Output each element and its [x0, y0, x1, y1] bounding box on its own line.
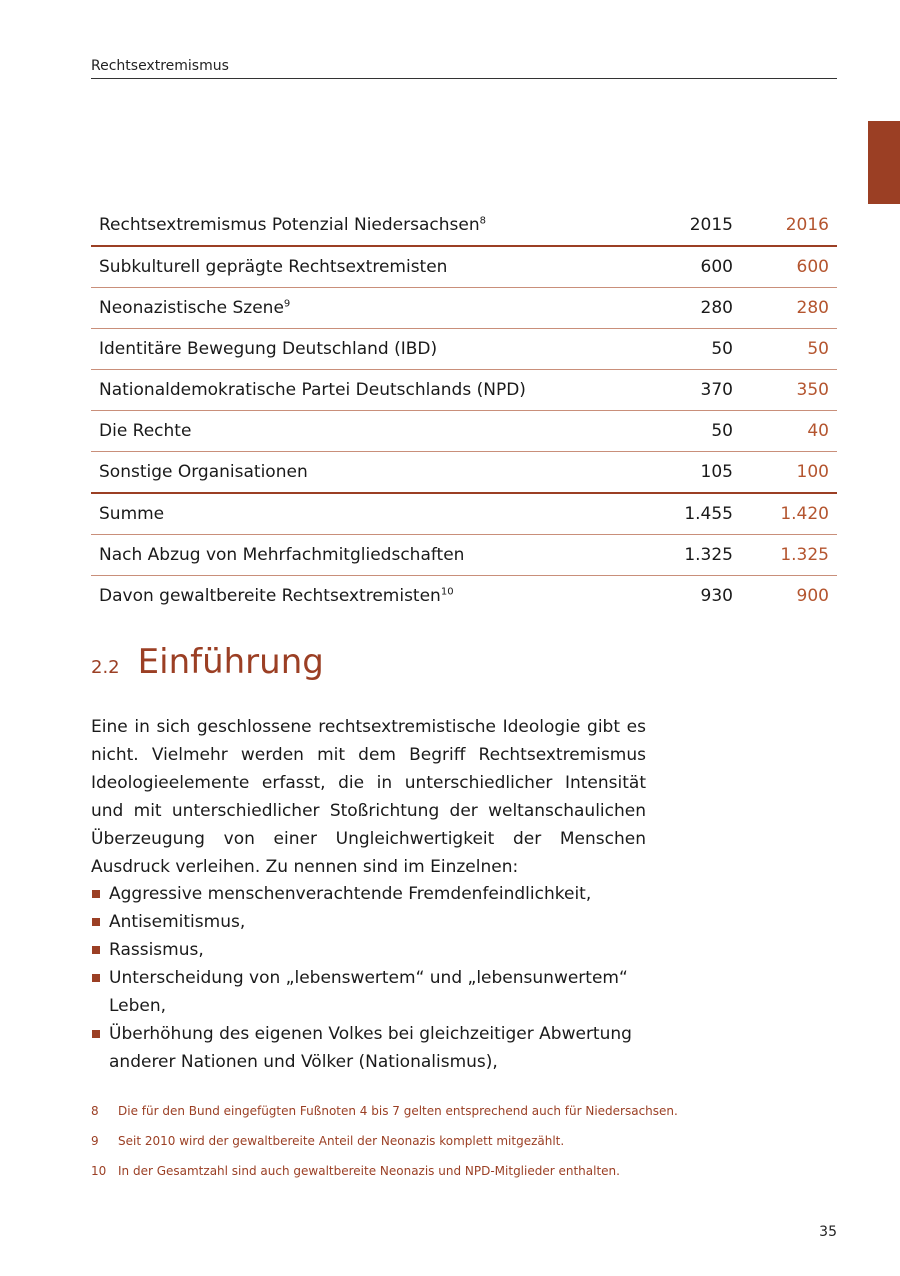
- year-2016-header: 2016: [741, 205, 837, 246]
- row-label: Davon gewaltbereite Rechtsextremisten: [99, 586, 441, 606]
- table-row: [91, 411, 837, 452]
- value-2016: 1.420: [741, 493, 837, 535]
- row-label-cell: [91, 329, 615, 370]
- row-label-cell: [91, 288, 615, 329]
- value-2015: 50: [615, 329, 741, 370]
- running-header: Rechtsextremismus: [91, 58, 837, 79]
- value-2015: 600: [615, 246, 741, 288]
- list-item: [91, 964, 646, 1020]
- value-2016: 280: [741, 288, 837, 329]
- section-heading: [91, 642, 324, 682]
- row-label: Neonazistische Szene: [99, 298, 284, 318]
- table-row: [91, 576, 837, 617]
- row-label-cell: [91, 452, 615, 494]
- value-2015: 50: [615, 411, 741, 452]
- potential-table: [91, 205, 837, 616]
- value-2016: 1.325: [741, 535, 837, 576]
- section-number: 2.2: [91, 657, 120, 678]
- value-2015: 1.325: [615, 535, 741, 576]
- value-2016: 40: [741, 411, 837, 452]
- table-row: [91, 370, 837, 411]
- footnote-number: 9: [91, 1134, 99, 1148]
- footnote-number: 10: [91, 1164, 107, 1178]
- table-title: Rechtsextremismus Potenzial Niedersachsen: [99, 215, 480, 235]
- footnote-ref: 10: [440, 586, 454, 598]
- list-item-text: Antisemitismus,: [109, 912, 246, 932]
- value-2015: 1.455: [615, 493, 741, 535]
- body-paragraph: Eine in sich geschlossene rechtsextremistische Ideologie gibt es nicht. Vielmehr werden mit dem Begriff Rechtsextremismus Ideologieelemente erfasst, die in unterschiedlicher Intensität und mit unterschiedlicher Stoßrichtung der weltanschaulichen Überzeugung von einer Ungleichwertigkeit der Menschen Ausdruck verleihen. Zu nennen sind im Einzelnen:: [91, 717, 646, 877]
- footnote-ref: 8: [479, 215, 486, 227]
- footnote-ref: 9: [283, 298, 291, 310]
- row-label: Subkulturell geprägte Rechtsextremisten: [99, 257, 448, 277]
- row-label-cell: [91, 370, 615, 411]
- row-label-cell: [91, 411, 615, 452]
- footnote-number: 8: [91, 1104, 99, 1118]
- square-bullet-icon: [92, 918, 100, 926]
- value-2015: 280: [615, 288, 741, 329]
- value-2016: 900: [796, 586, 829, 606]
- table-row: [91, 329, 837, 370]
- table-row: [91, 452, 837, 494]
- list-item: [91, 908, 646, 936]
- square-bullet-icon: [92, 974, 100, 982]
- row-label: Sonstige Organisationen: [99, 462, 308, 482]
- row-label-cell: [91, 246, 615, 288]
- row-label-cell: [91, 576, 615, 617]
- value-2016: 100: [741, 452, 837, 494]
- table-header-row: [91, 205, 837, 246]
- row-label: Identitäre Bewegung Deutschland (IBD): [99, 339, 438, 359]
- square-bullet-icon: [92, 1030, 100, 1038]
- value-2016: 600: [741, 246, 837, 288]
- list-item: [91, 936, 646, 964]
- table-row: [91, 246, 837, 288]
- row-label: Nationaldemokratische Partei Deutschlands (NPD): [99, 380, 526, 400]
- square-bullet-icon: [92, 890, 100, 898]
- list-item-text: Aggressive menschenverachtende Fremdenfeindlichkeit,: [109, 884, 592, 904]
- value-2016: 350: [741, 370, 837, 411]
- footnote-text: Seit 2010 wird der gewaltbereite Anteil der Neonazis komplett mitgezählt.: [118, 1134, 565, 1148]
- footnotes: [91, 1104, 837, 1194]
- value-2016: 50: [741, 329, 837, 370]
- row-label: Summe: [99, 504, 165, 524]
- table-row-sum: [91, 493, 837, 535]
- row-label-cell: [91, 493, 615, 535]
- chapter-tab-marker: [868, 121, 900, 204]
- footnote: [91, 1164, 837, 1194]
- row-label-cell: [91, 535, 615, 576]
- list-item: [91, 880, 646, 908]
- list-item-text: Überhöhung des eigenen Volkes bei gleichzeitiger Abwertung anderer Nationen und Völker (Nationalismus),: [109, 1024, 632, 1072]
- ideology-list: [91, 880, 646, 1076]
- list-item-text: Rassismus,: [109, 940, 204, 960]
- footnote: [91, 1104, 837, 1134]
- value-2015: 930: [700, 586, 733, 606]
- section-title: Einführung: [137, 642, 324, 682]
- list-item-text: Unterscheidung von „lebenswertem“ und „lebensunwertem“ Leben,: [109, 968, 628, 1016]
- list-item: [91, 1020, 646, 1076]
- square-bullet-icon: [92, 946, 100, 954]
- row-label: Die Rechte: [99, 421, 192, 441]
- row-label: Nach Abzug von Mehrfachmitgliedschaften: [99, 545, 465, 565]
- value-2015: 370: [615, 370, 741, 411]
- footnote-text: Die für den Bund eingefügten Fußnoten 4 bis 7 gelten entsprechend auch für Niedersachsen.: [118, 1104, 678, 1118]
- footnote: [91, 1134, 837, 1164]
- table-row: [91, 535, 837, 576]
- table-row: [91, 288, 837, 329]
- page-number: 35: [819, 1224, 837, 1240]
- table-title-cell: [91, 205, 615, 246]
- value-2015: 105: [615, 452, 741, 494]
- year-2015-header: 2015: [615, 205, 741, 246]
- footnote-text: In der Gesamtzahl sind auch gewaltbereite Neonazis und NPD-Mitglieder enthalten.: [118, 1164, 620, 1178]
